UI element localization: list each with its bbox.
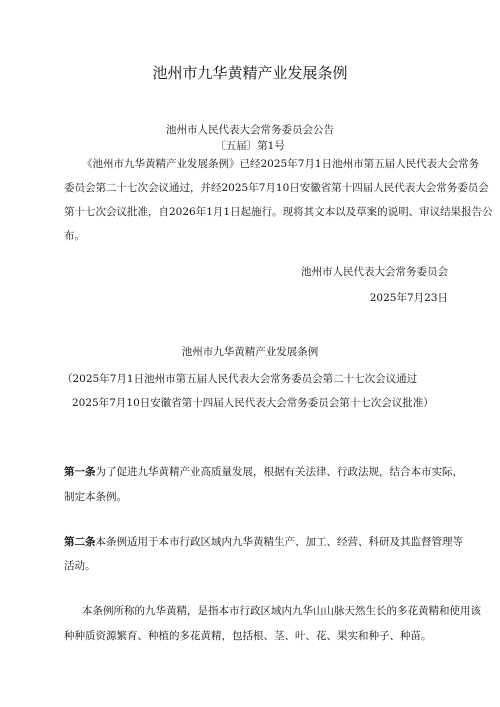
announcement-signature: 池州市人民代表大会常务委员会 (301, 266, 448, 278)
article-1-text: 为了促进九华黄精产业高质量发展，根据有关法律、行政法规，结合本市实际， (95, 466, 463, 478)
article-2-text: 本条例适用于本市行政区域内九华黄精生产、加工、经营、科研及其监督管理等 (95, 536, 463, 548)
paragraph-line-1: 本条例所称的九华黄精，是指本市行政区域内九华山山脉天然生长的多花黄精和使用该 (82, 605, 481, 617)
regulation-title: 池州市九华黄精产业发展条例 (181, 346, 319, 358)
article-1-line-1 (64, 465, 463, 479)
article-2-line-1 (64, 535, 463, 549)
article-1-line-2: 制定本条例。 (64, 491, 127, 503)
article-2-label: 第二条 (64, 536, 96, 548)
announcement-body-line-2: 委员会第二十七次会议通过，并经2025年7月10日安徽省第十四届人民代表大会常务委员会 (64, 182, 489, 194)
article-2-line-2: 活动。 (64, 560, 96, 572)
regulation-adoption-line-1: （2025年7月1日池州市第五届人民代表大会常务委员会第二十七次会议通过 (62, 373, 418, 385)
regulation-adoption-line-2: 2025年7月10日安徽省第十四届人民代表大会常务委员会第十七次会议批准） (72, 397, 434, 409)
announcement-issuer: 池州市人民代表大会常务委员会公告 (166, 124, 334, 136)
paragraph-line-2: 种种质资源繁育、种植的多花黄精，包括根、茎、叶、花、果实和种子、种苗。 (64, 630, 432, 642)
announcement-number: 〔五届〕第1号 (215, 140, 285, 152)
article-1-label: 第一条 (64, 466, 96, 478)
announcement-date: 2025年7月23日 (369, 292, 448, 304)
announcement-body-line-4: 布。 (64, 230, 85, 242)
document-title: 池州市九华黄精产业发展条例 (152, 64, 348, 82)
announcement-body-line-3: 第十七次会议批准，自2026年1月1日起施行。现将其文本以及草案的说明、审议结果报告公 (64, 206, 493, 218)
announcement-body-line-1: 《池州市九华黄精产业发展条例》已经2025年7月1日池州市第五届人民代表大会常务 (82, 158, 480, 170)
